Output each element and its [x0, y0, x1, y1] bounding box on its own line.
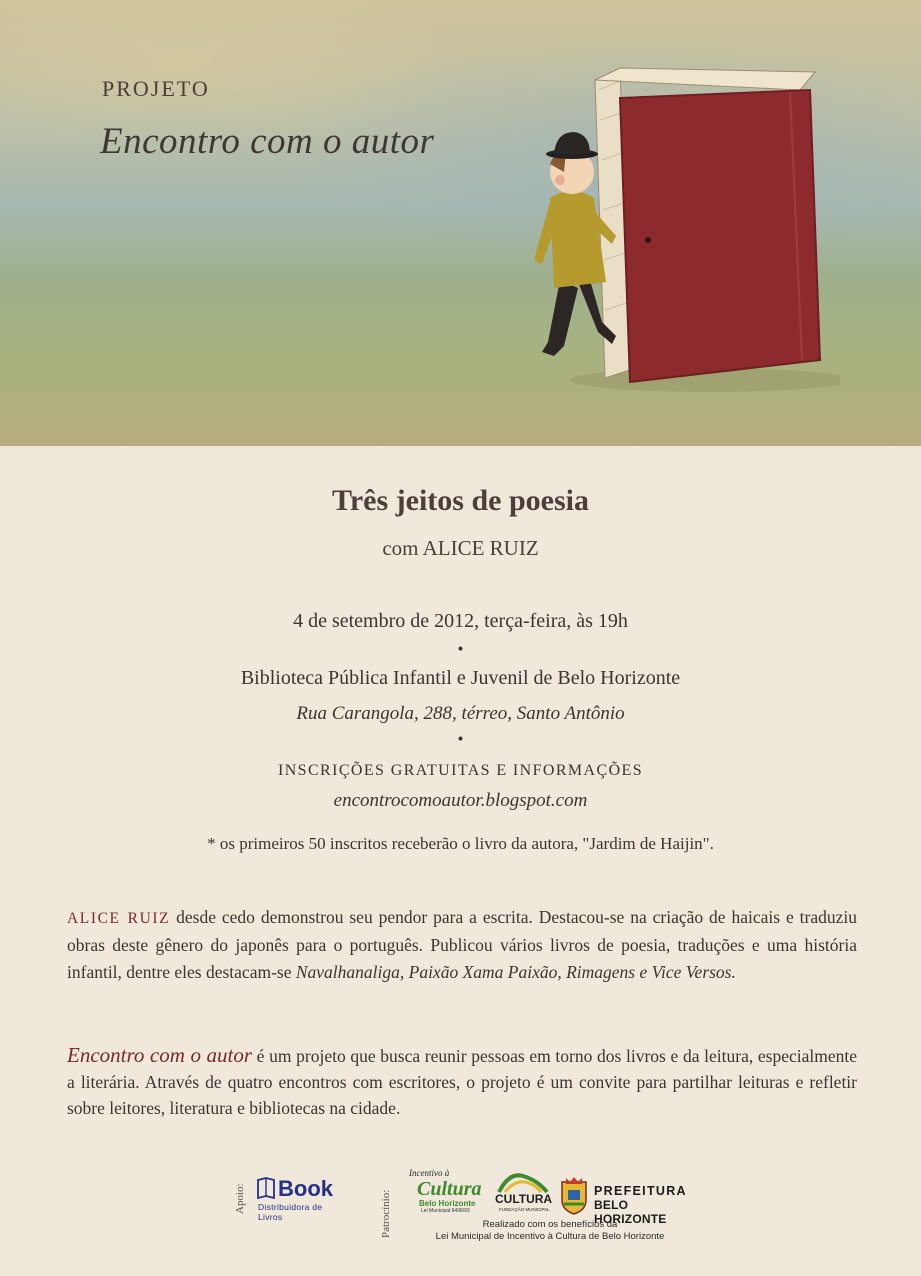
- book-icon: [256, 1176, 276, 1200]
- sponsors-footer: [0, 1166, 921, 1276]
- boy-and-book-illustration: [520, 60, 840, 400]
- project-description: [67, 1042, 857, 1121]
- benefits-line-2: Lei Municipal de Incentivo à Cultura de Belo Horizonte: [435, 1231, 665, 1242]
- registration-link[interactable]: encontrocomoautor.blogspot.com: [333, 790, 588, 811]
- event-venue: Biblioteca Pública Infantil e Juvenil de Belo Horizonte: [240, 667, 681, 689]
- book-distribuidora-logo: [256, 1174, 340, 1222]
- prefeitura-logo: PREFEITURA BELO HORIZONTE: [558, 1174, 698, 1218]
- event-title: Três jeitos de poesia: [332, 484, 589, 517]
- author-name: ALICE RUIZ: [67, 910, 171, 927]
- book-logo-text: Book: [278, 1176, 333, 1201]
- arch-icon: [495, 1172, 551, 1194]
- project-label: PROJETO: [102, 76, 210, 101]
- separator-dot: •: [456, 732, 465, 748]
- project-text: é um projeto que busca reunir pessoas em torno dos livros e da leitura, especialmente a literária. Através de quatro encontros com escritores, o projeto é um convite para partilhar leituras e refletir sobre leitores, literatura e bibliotecas na cidade.: [67, 1046, 857, 1118]
- footnote: * os primeiros 50 inscritos receberão o livro da autora, "Jardim de Haijin".: [207, 834, 714, 853]
- project-name: Encontro com o autor: [67, 1043, 252, 1067]
- project-title: Encontro com o autor: [100, 121, 435, 162]
- benefits-line-1: Realizado com os benefícios da: [482, 1219, 618, 1230]
- support-label: Apoio:: [234, 1183, 246, 1214]
- author-bio: [67, 904, 857, 986]
- event-address: Rua Carangola, 288, térreo, Santo Antônio: [296, 703, 625, 724]
- separator-dot: •: [456, 642, 465, 658]
- sponsor-label: Patrocínio:: [380, 1189, 392, 1238]
- event-subtitle: com ALICE RUIZ: [382, 536, 539, 560]
- book-logo-subtitle: Distribuidora de Livros: [258, 1202, 323, 1222]
- registration-label: INSCRIÇÕES GRATUITAS E INFORMAÇÕES: [277, 762, 644, 779]
- city-crest-icon: [558, 1176, 590, 1216]
- fundacao-cultura-logo: CULTURA FUNDAÇÃO MUNICIPAL: [495, 1172, 551, 1216]
- event-date: 4 de setembro de 2012, terça-feira, às 19h: [293, 610, 628, 632]
- incentivo-cultura-logo: Incentivo à Cultura Belo Horizonte Lei Municipal 6498/93: [409, 1168, 482, 1214]
- bio-text: desde cedo demonstrou seu pendor para a escrita. Destacou-se na criação de haicais e traduziu obras deste gênero do japonês para o português. Publicou vários livros de poesia, traduções e uma história infantil, dentre eles destacam-se: [67, 907, 858, 982]
- hero-illustration: [0, 0, 921, 446]
- bio-works: Navalhanaliga, Paixão Xama Paixão, Rimagens e Vice Versos.: [295, 962, 736, 982]
